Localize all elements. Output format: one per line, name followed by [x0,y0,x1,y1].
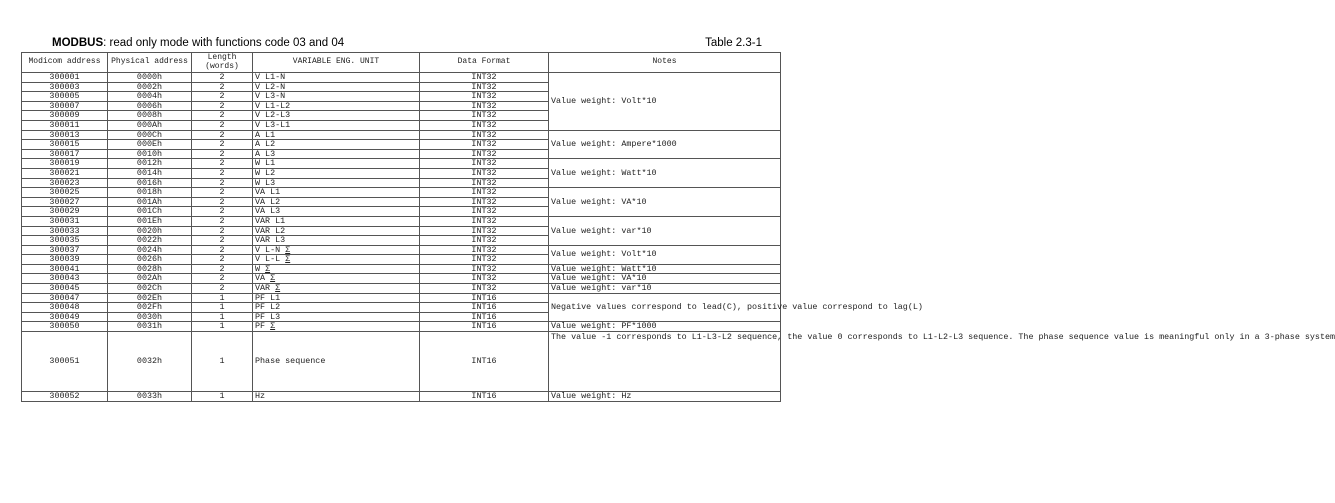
data-format-cell: INT32 [420,255,549,265]
variable-label: PF L2 [255,302,281,313]
physical-address-cell: 0014h [108,168,192,178]
notes-cell: Value weight: Volt*10 [549,73,781,131]
header-notes: Notes [549,53,781,73]
length-cell: 2 [192,73,253,83]
variable-cell [253,149,420,159]
modicom-address-cell: 300041 [22,264,108,274]
length-cell: 2 [192,216,253,226]
variable-cell [253,322,420,332]
data-format-cell: INT32 [420,216,549,226]
variable-label: V L2-L3 [255,110,291,121]
table-row [22,216,781,226]
notes-cell: Value weight: var*10 [549,284,781,294]
length-cell: 2 [192,284,253,294]
data-format-cell: INT32 [420,168,549,178]
physical-address-cell: 0010h [108,149,192,159]
variable-cell [253,130,420,140]
variable-label: V L3-L1 [255,119,291,130]
variable-label: V L1-N [255,72,286,82]
physical-address-cell: 0033h [108,392,192,402]
notes-cell: Value weight: Ampere*1000 [549,130,781,159]
physical-address-cell: 001Eh [108,216,192,226]
variable-label: PF L1 [255,292,281,303]
sigma-symbol: Σ [270,273,276,284]
data-format-cell: INT16 [420,312,549,322]
physical-address-cell: 002Eh [108,293,192,303]
variable-label: Hz [255,391,266,402]
table-row [22,284,781,294]
length-cell: 1 [192,303,253,313]
notes-cell: Negative values correspond to lead(C), positive value correspond to lag(L) [549,293,781,322]
variable-label: W L1 [255,158,276,169]
physical-address-cell: 0018h [108,188,192,198]
length-cell: 2 [192,82,253,92]
physical-address-cell: 000Ah [108,120,192,130]
length-cell: 2 [192,120,253,130]
data-format-cell: INT32 [420,178,549,188]
data-format-cell: INT32 [420,73,549,83]
physical-address-cell: 0002h [108,82,192,92]
data-format-cell: INT32 [420,82,549,92]
table-row [22,159,781,169]
header-modicom-address: Modicom address [22,53,108,73]
variable-label: VA [255,273,266,284]
caption-modbus: MODBUS [52,37,104,49]
data-format-cell: INT16 [420,392,549,402]
modicom-address-cell: 300027 [22,197,108,207]
physical-address-cell: 002Ch [108,284,192,294]
data-format-cell: INT32 [420,264,549,274]
variable-label: VAR L3 [255,235,286,246]
data-format-cell: INT32 [420,197,549,207]
length-cell: 1 [192,312,253,322]
notes-cell: Value weight: Volt*10 [549,245,781,264]
modicom-address-cell: 300031 [22,216,108,226]
table-body [22,72,1335,402]
physical-address-cell: 0026h [108,255,192,265]
length-cell: 2 [192,101,253,111]
data-format-cell: INT32 [420,274,549,284]
caption-subtitle: : read only mode with functions code 03 and 04 [103,37,345,49]
table-header-row [22,53,781,73]
data-format-cell: INT32 [420,120,549,130]
variable-label: PF L3 [255,311,281,322]
notes-cell: Value weight: Watt*10 [549,264,781,274]
variable-label: V L3-N [255,91,286,102]
table-row [22,264,781,274]
table-caption [52,37,762,51]
caption-title [52,37,344,49]
variable-label: Phase sequence [255,356,326,367]
physical-address-cell: 0030h [108,312,192,322]
variable-label: VAR L1 [255,215,286,226]
variable-label: V L1-L2 [255,100,291,111]
variable-label: VA L3 [255,206,281,217]
variable-label: VAR L2 [255,225,286,236]
physical-address-cell: 0028h [108,264,192,274]
length-cell: 2 [192,168,253,178]
variable-label: A L1 [255,129,276,140]
data-format-cell: INT16 [420,332,549,392]
modicom-address-cell: 300051 [22,332,108,392]
modicom-address-cell: 300017 [22,149,108,159]
header-data-format: Data Format [420,53,549,73]
physical-address-cell: 0008h [108,111,192,121]
sigma-symbol: Σ [275,283,281,294]
modicom-address-cell: 300045 [22,284,108,294]
variable-cell [253,159,420,169]
data-format-cell: INT32 [420,188,549,198]
data-format-cell: INT32 [420,101,549,111]
modicom-address-cell: 300021 [22,168,108,178]
physical-address-cell: 000Eh [108,140,192,150]
notes-cell: The value -1 corresponds to L1-L3-L2 sequence, the value 0 corresponds to L1-L2-L3 sequence. The phase sequence value is meaningful only in a 3-phase system [549,332,781,392]
length-cell: 2 [192,245,253,255]
data-format-cell: INT32 [420,92,549,102]
variable-label: VA L2 [255,196,281,207]
length-cell: 2 [192,255,253,265]
header-variable: VARIABLE ENG. UNIT [253,53,420,73]
modicom-address-cell: 300019 [22,159,108,169]
modicom-address-cell: 300001 [22,73,108,83]
modicom-address-cell: 300013 [22,130,108,140]
physical-address-cell: 000Ch [108,130,192,140]
physical-address-cell: 001Ch [108,207,192,217]
sigma-symbol: Σ [285,244,291,255]
table-row [22,332,781,392]
length-cell: 2 [192,197,253,207]
variable-label: V L-N [255,244,281,255]
data-format-cell: INT32 [420,284,549,294]
modicom-address-cell: 300011 [22,120,108,130]
physical-address-cell: 002Ah [108,274,192,284]
modicom-address-cell: 300023 [22,178,108,188]
variable-label: W [255,263,261,274]
sigma-symbol: Σ [265,263,271,274]
physical-address-cell: 0024h [108,245,192,255]
modicom-address-cell: 300009 [22,111,108,121]
length-cell: 2 [192,188,253,198]
header-length: Length (words) [192,53,253,73]
modicom-address-cell: 300048 [22,303,108,313]
modbus-register-table [21,52,1335,402]
length-cell: 2 [192,274,253,284]
variable-label: VAR [255,283,271,294]
variable-cell [253,120,420,130]
modicom-address-cell: 300025 [22,188,108,198]
modicom-address-cell: 300050 [22,322,108,332]
table-row [22,73,781,83]
variable-cell [253,392,420,402]
modicom-address-cell: 300043 [22,274,108,284]
length-cell: 2 [192,130,253,140]
length-cell: 2 [192,149,253,159]
data-format-cell: INT32 [420,226,549,236]
variable-label: VA L1 [255,187,281,198]
variable-cell [253,312,420,322]
length-cell: 2 [192,111,253,121]
table-row [22,274,781,284]
length-cell: 1 [192,392,253,402]
variable-cell [253,264,420,274]
data-format-cell: INT16 [420,303,549,313]
data-format-cell: INT32 [420,207,549,217]
physical-address-cell: 0016h [108,178,192,188]
modicom-address-cell: 300033 [22,226,108,236]
variable-label: V L-L [255,254,281,265]
variable-cell [253,332,420,392]
notes-cell: Value weight: VA*10 [549,274,781,284]
physical-address-cell: 0004h [108,92,192,102]
variable-cell [253,255,420,265]
sigma-symbol: Σ [285,254,291,265]
notes-cell: Value weight: Hz [549,392,781,402]
length-cell: 2 [192,178,253,188]
physical-address-cell: 0012h [108,159,192,169]
physical-address-cell: 002Fh [108,303,192,313]
table-reference: Table 2.3-1 [705,37,762,49]
notes-cell: Value weight: PF*1000 [549,322,781,332]
modicom-address-cell: 300052 [22,392,108,402]
modicom-address-cell: 300005 [22,92,108,102]
length-cell: 2 [192,226,253,236]
table-row [22,130,781,140]
data-format-cell: INT32 [420,111,549,121]
variable-label: W L2 [255,167,276,178]
length-cell: 2 [192,264,253,274]
variable-label: A L3 [255,148,276,159]
table-row [22,322,781,332]
length-cell: 2 [192,159,253,169]
physical-address-cell: 0022h [108,236,192,246]
length-cell: 1 [192,332,253,392]
length-cell: 2 [192,236,253,246]
length-cell: 2 [192,92,253,102]
table-row [22,245,781,255]
modicom-address-cell: 300039 [22,255,108,265]
notes-cell: Value weight: var*10 [549,216,781,245]
physical-address-cell: 0031h [108,322,192,332]
length-cell: 2 [192,207,253,217]
modicom-address-cell: 300047 [22,293,108,303]
notes-cell: Value weight: VA*10 [549,188,781,217]
data-format-cell: INT32 [420,130,549,140]
modicom-address-cell: 300003 [22,82,108,92]
physical-address-cell: 0020h [108,226,192,236]
length-cell: 2 [192,140,253,150]
modicom-address-cell: 300029 [22,207,108,217]
table-row [22,188,781,198]
modicom-address-cell: 300007 [22,101,108,111]
variable-label: V L2-N [255,81,286,92]
table-row [22,293,781,303]
physical-address-cell: 0032h [108,332,192,392]
data-format-cell: INT32 [420,140,549,150]
notes-cell: Value weight: Watt*10 [549,159,781,188]
modicom-address-cell: 300015 [22,140,108,150]
physical-address-cell: 0000h [108,73,192,83]
table-row [22,392,781,402]
physical-address-cell: 001Ah [108,197,192,207]
length-cell: 1 [192,293,253,303]
variable-label: PF [255,321,266,332]
modicom-address-cell: 300037 [22,245,108,255]
variable-cell [253,140,420,150]
sigma-symbol: Σ [270,321,276,332]
variable-label: W L3 [255,177,276,188]
data-format-cell: INT16 [420,293,549,303]
data-format-cell: INT32 [420,245,549,255]
data-format-cell: INT16 [420,322,549,332]
variable-label: A L2 [255,139,276,150]
physical-address-cell: 0006h [108,101,192,111]
header-physical-address: Physical address [108,53,192,73]
modicom-address-cell: 300035 [22,236,108,246]
variable-cell [253,168,420,178]
data-format-cell: INT32 [420,149,549,159]
data-format-cell: INT32 [420,159,549,169]
modicom-address-cell: 300049 [22,312,108,322]
length-cell: 1 [192,322,253,332]
data-format-cell: INT32 [420,236,549,246]
